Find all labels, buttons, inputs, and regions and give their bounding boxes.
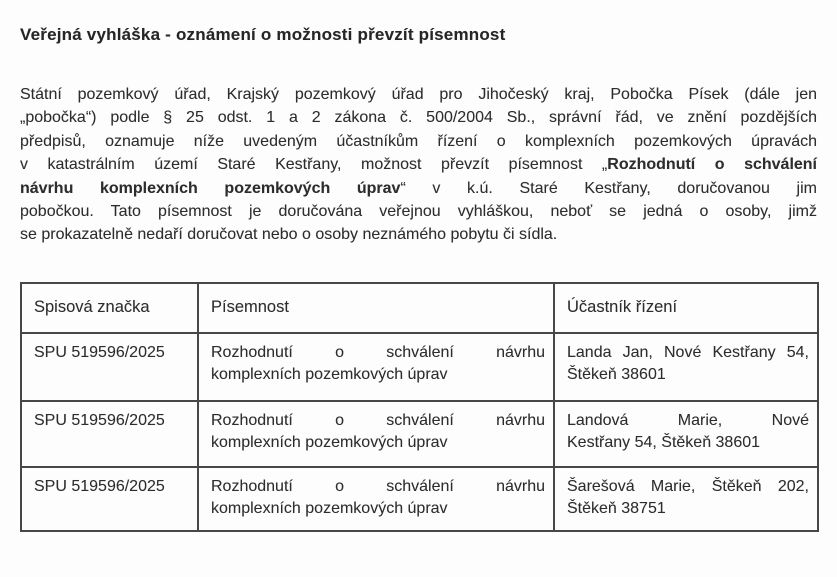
cell-text-line: komplexních pozemkových úprav [211,366,448,384]
cell-text-line: Rozhodnutí o schválení návrhu [211,477,545,495]
text-segment: předpisů, oznamuje níže uvedeným účastníkům řízení o komplexních pozemkových úpravách [20,132,817,150]
text-segment: Státní pozemkový úřad, Krajský pozemkový úřad pro Jihočeský kraj, Pobočka Písek (dále jen [20,86,817,103]
table-header-row [21,283,818,333]
cell-text-line: Štěkeň 38601 [567,366,666,384]
table-row [21,401,818,467]
table-row [21,467,818,531]
cell-text-line: komplexních pozemkových úprav [211,500,448,518]
paragraph-line [20,106,817,129]
cell-ucastnik-rizeni [554,401,818,467]
cell-text-line: komplexních pozemkových úprav [211,434,448,452]
paragraph-line [20,223,817,246]
cell-pisemnost [198,401,554,467]
table-row [21,333,818,401]
text-segment: „pobočka“) podle § 25 odst. 1 a 2 zákona č. 500/2004 Sb., správní řád, ve znění pozdějších [20,109,817,127]
paragraph-line [20,153,817,176]
cell-text-line: Landa Jan, Nové Kestřany 54, [567,343,809,361]
paragraph-line [20,83,817,106]
cell-spisova-znacka: SPU 519596/2025 [21,333,198,401]
notice-table [20,282,819,532]
cell-text-line: Rozhodnutí o schválení návrhu [211,411,545,429]
cell-spisova-znacka: SPU 519596/2025 [21,467,198,531]
col-header-spisova-znacka: Spisová značka [21,283,198,333]
page-title: Veřejná vyhláška - oznámení o možnosti převzít písemnost [20,25,506,44]
col-header-pisemnost: Písemnost [198,283,554,333]
text-segment: “ v k.ú. Staré Kestřany, doručovanou jim [400,179,817,197]
cell-text-line: Rozhodnutí o schválení návrhu [211,343,545,361]
cell-text-line: Štěkeň 38751 [567,500,666,518]
cell-pisemnost [198,333,554,401]
paragraph-line [20,177,817,200]
col-header-ucastnik-rizeni: Účastník řízení [554,283,818,333]
paragraph-line [20,130,817,153]
text-segment: pobočkou. Tato písemnost je doručována veřejnou vyhláškou, neboť se jedná o osoby, jimž [20,203,817,221]
paragraph-line [20,200,817,223]
cell-text-line: Landová Marie, Nové [567,411,809,429]
cell-ucastnik-rizeni [554,467,818,531]
cell-spisova-znacka: SPU 519596/2025 [21,401,198,467]
cell-pisemnost [198,467,554,531]
text-segment: se prokazatelně nedaří doručovat nebo o osoby neznámého pobytu či sídla. [20,226,558,244]
text-segment-bold: Rozhodnutí o schválení [607,156,818,174]
cell-ucastnik-rizeni [554,333,818,401]
notice-paragraph [20,83,817,247]
text-segment: v katastrálním území Staré Kestřany, možnost převzít písemnost „ [20,156,608,174]
cell-text-line: Kestřany 54, Štěkeň 38601 [567,434,761,452]
cell-text-line: Šarešová Marie, Štěkeň 202, [567,477,809,495]
text-segment-bold: návrhu komplexních pozemkových úprav [20,179,401,197]
document-page [0,25,837,532]
